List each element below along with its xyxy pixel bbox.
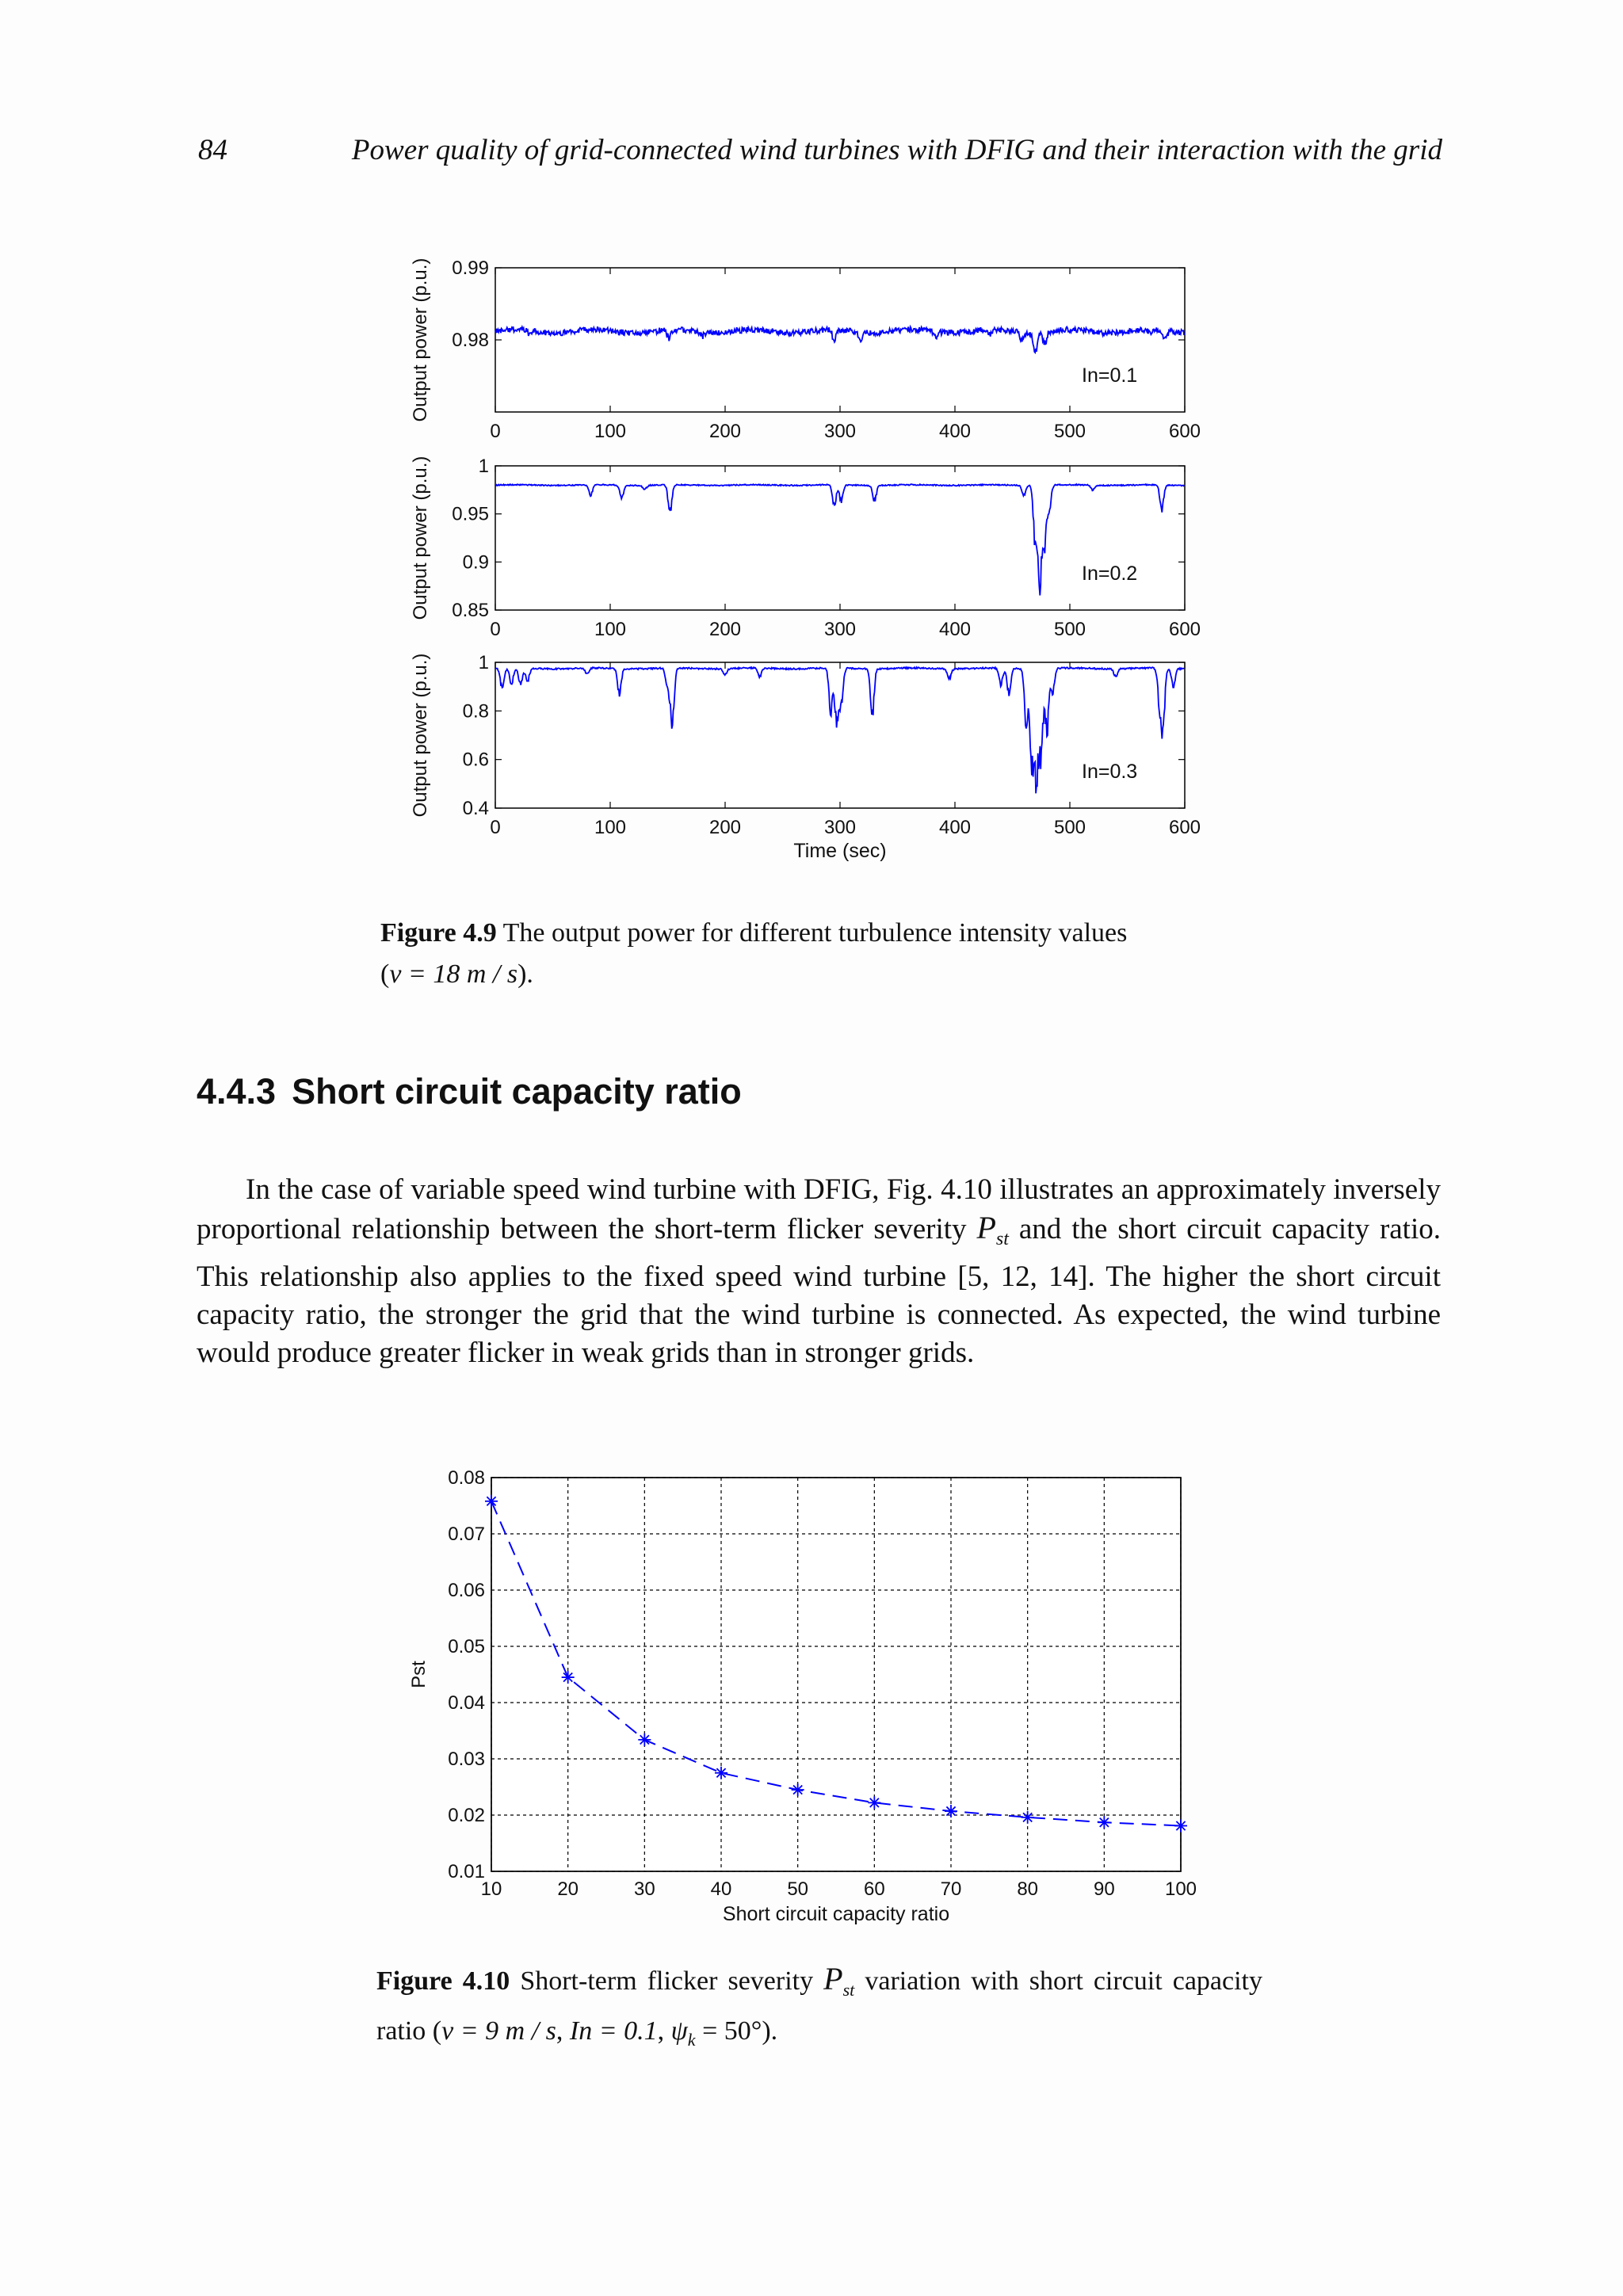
y-axis-label: Output power (p.u.) <box>410 653 431 818</box>
y-axis-label: Pst <box>408 1661 430 1688</box>
running-title: Power quality of grid-connected wind turbines with DFIG and their interaction with the grid <box>351 134 1442 166</box>
figure-4-9-panel-2 <box>410 456 1201 640</box>
pst-symbol-letter: P <box>976 1210 996 1245</box>
pst-symbol-sub: st <box>995 1229 1009 1249</box>
panel-annotation: In=0.1 <box>1082 364 1138 387</box>
plot-frame <box>495 466 1185 610</box>
figure-4-10-caption-math-1: v = 9 m / s <box>441 2016 556 2046</box>
figure-4-10-caption: Figure 4.10 Short-term flicker severity $P_{st}$ variation with short circuit capacity ratio (v = 9 m / s, In = 0.1, $\psi_k = 50^\circ$). <box>376 1961 1262 2050</box>
x-tick-label: 100 <box>594 421 627 442</box>
x-tick-label: 10 <box>480 1878 502 1900</box>
page-number: 84 <box>198 134 227 166</box>
figure-4-9-caption: Figure 4.9 The output power for different turbulence intensity values (v = 18 m / s). <box>380 918 1128 989</box>
panel-annotation: In=0.2 <box>1082 563 1138 585</box>
x-tick-label: 300 <box>823 619 857 640</box>
page-header <box>198 133 1442 173</box>
x-tick-label: 600 <box>1168 619 1201 640</box>
figure-4-9-caption-end: ). <box>517 959 533 989</box>
paragraph-part-1: In the case of variable speed wind turbine with DFIG, Fig. 4.10 illustrates an approximately inversely proportional relationship between the short-term flicker severity <box>197 1173 1441 1245</box>
x-tick-label: 600 <box>1168 817 1201 838</box>
y-tick-label: 0.98 <box>452 330 489 351</box>
pst-symbol <box>976 1210 1009 1249</box>
figure-4-10 <box>396 1458 1236 1933</box>
y-tick-label: 0.07 <box>448 1524 485 1545</box>
section-number: 4.4.3 <box>197 1071 277 1112</box>
x-tick-label: 200 <box>708 817 742 838</box>
y-tick-label: 1 <box>478 456 489 477</box>
figure-4-10-caption-end: ). <box>762 2016 778 2046</box>
figure-4-9-panel-1 <box>410 257 1201 442</box>
x-tick-label: 80 <box>1017 1878 1039 1900</box>
figure-4-9-caption-text: The output power for different turbulence intensity values <box>496 918 1128 948</box>
y-tick-label: 0.85 <box>452 600 489 621</box>
x-tick-label: 600 <box>1168 421 1201 442</box>
y-axis-label: Output power (p.u.) <box>410 257 431 422</box>
plot-frame <box>491 1478 1181 1871</box>
plot-frame <box>495 268 1185 412</box>
x-tick-label: 70 <box>940 1878 962 1900</box>
x-tick-label: 200 <box>708 421 742 442</box>
y-tick-label: 0.4 <box>462 798 489 819</box>
x-tick-label: 500 <box>1053 421 1086 442</box>
x-tick-label: 30 <box>633 1878 655 1900</box>
x-tick-label: 200 <box>708 619 742 640</box>
y-tick-label: 0.95 <box>452 503 489 525</box>
x-tick-label: 40 <box>710 1878 732 1900</box>
figure-4-10-pst-symbol: P <box>823 1961 843 1997</box>
y-tick-label: 0.6 <box>462 749 489 771</box>
y-tick-label: 0.04 <box>448 1692 485 1714</box>
y-tick-label: 1 <box>478 652 489 673</box>
x-tick-label: 0 <box>490 619 501 640</box>
figure-4-9-panel-3 <box>410 652 1201 862</box>
y-tick-label: 0.05 <box>448 1636 485 1657</box>
x-tick-label: 300 <box>823 421 857 442</box>
y-tick-label: 0.8 <box>462 700 489 723</box>
figure-4-10-caption-math-2: In = 0.1 <box>569 2016 658 2046</box>
figure-4-10-caption-text-1: Short-term flicker severity <box>510 1966 824 1996</box>
y-tick-label: 0.01 <box>448 1861 485 1882</box>
figure-4-10-caption-math-3-sub: k <box>687 2030 696 2050</box>
section-title: Short circuit capacity ratio <box>292 1071 742 1112</box>
x-tick-label: 90 <box>1093 1878 1115 1900</box>
x-tick-label: 500 <box>1053 817 1086 838</box>
x-tick-label: 0 <box>490 421 501 442</box>
figure-4-10-caption-text-2: variation with short circuit capacity ratio ( <box>376 1966 1262 2046</box>
figure-4-9-caption-math: v = 18 m / s <box>389 959 518 989</box>
x-tick-label: 100 <box>594 817 627 838</box>
x-axis-label: Short circuit capacity ratio <box>722 1903 950 1925</box>
figure-4-10-pst-sub: st <box>842 1980 855 2000</box>
x-tick-label: 400 <box>938 421 972 442</box>
y-axis-label: Output power (p.u.) <box>410 456 431 620</box>
x-tick-label: 50 <box>787 1878 809 1900</box>
y-tick-label: 0.06 <box>448 1580 485 1601</box>
x-tick-label: 100 <box>594 619 627 640</box>
x-tick-label: 500 <box>1053 619 1086 640</box>
y-tick-label: 0.02 <box>448 1805 485 1826</box>
figure-4-10-caption-math-3: ψ <box>670 2016 688 2046</box>
y-tick-label: 0.99 <box>452 257 489 279</box>
plot-frame <box>495 662 1185 808</box>
x-tick-label: 400 <box>938 619 972 640</box>
section-heading <box>197 1071 742 1112</box>
x-tick-label: 20 <box>557 1878 579 1900</box>
x-tick-label: 100 <box>1164 1878 1197 1900</box>
y-tick-label: 0.03 <box>448 1749 485 1770</box>
figure-4-10-label: Figure 4.10 <box>376 1966 510 1996</box>
figure-4-9-label: Figure 4.9 <box>380 918 497 948</box>
y-tick-label: 0.08 <box>448 1467 485 1489</box>
x-tick-label: 400 <box>938 817 972 838</box>
body-paragraph <box>197 1171 1441 1372</box>
panel-annotation: In=0.3 <box>1082 761 1138 783</box>
figure-4-10-caption-math-4: = 50° <box>695 2016 762 2046</box>
paragraph-part-2: and the short circuit capacity ratio. This relationship also applies to the fixed speed wind turbine [5, 12, 14]. The higher the short circuit capacity ratio, the stronger the grid that the wind turbine is connected. As expected, the wind turbine would produce greater flicker in weak grids than in stronger grids. <box>197 1213 1441 1369</box>
y-tick-label: 0.9 <box>462 551 489 574</box>
x-tick-label: 300 <box>823 817 857 838</box>
figure-4-9 <box>396 238 1228 879</box>
x-tick-label: 0 <box>490 817 501 838</box>
x-tick-label: 60 <box>863 1878 885 1900</box>
x-axis-label: Time (sec) <box>793 840 887 862</box>
